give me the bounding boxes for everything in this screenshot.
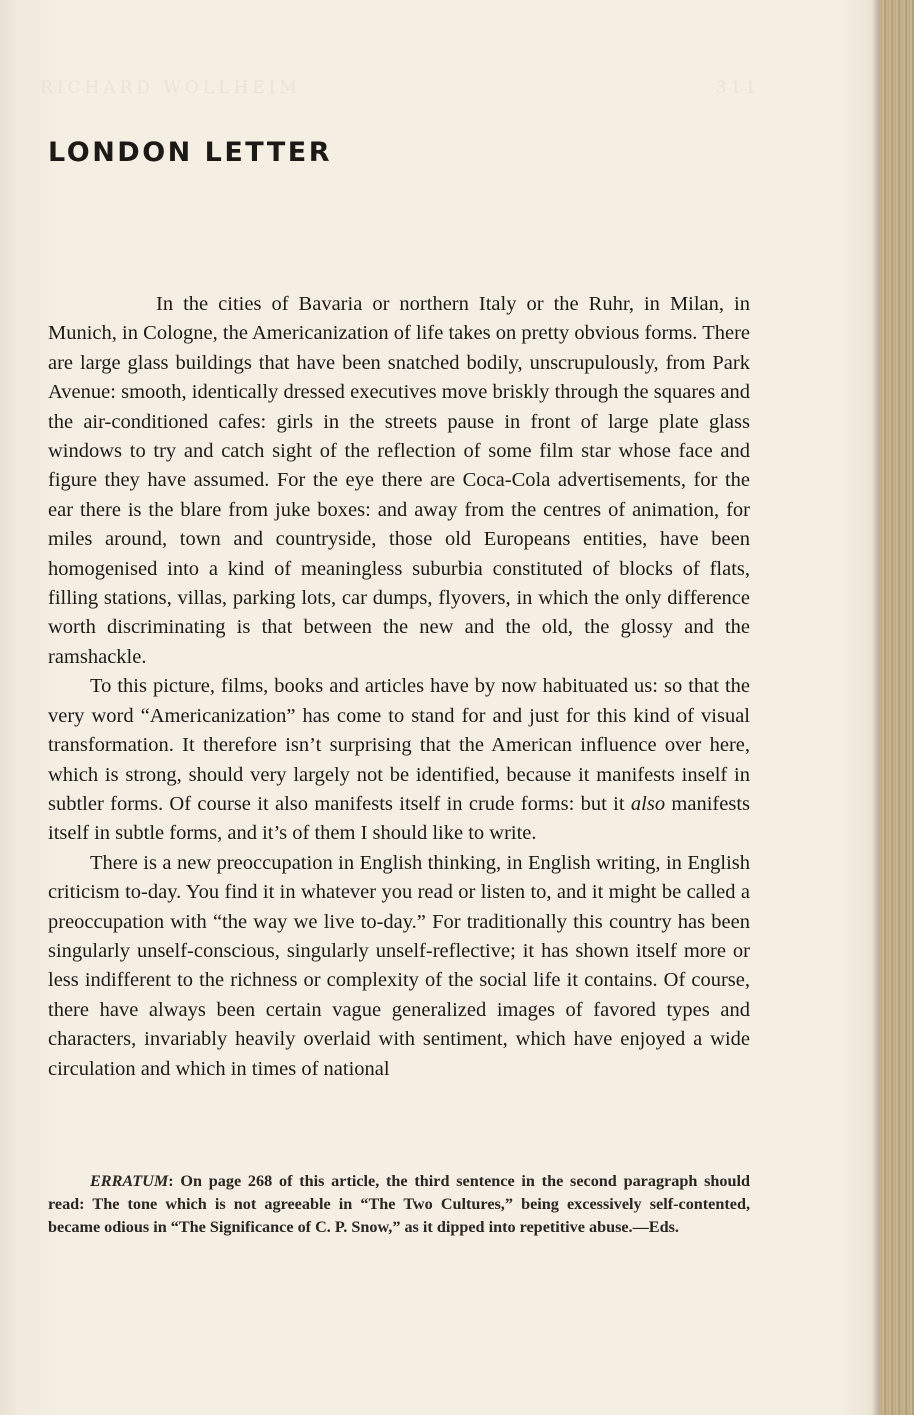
erratum-label: ERRATUM: [90, 1172, 169, 1190]
paragraph-2: [48, 672, 750, 848]
erratum-note: [48, 1170, 750, 1238]
erratum-text: : On page 268 of this article, the third sentence in the second paragraph should read: The tone which is not agreeable in “The Two Cultures,” being excessively self-contented, became odious in “The Significance of C. P. Snow,” as it dipped into repetitive abuse.—Eds.: [48, 1172, 750, 1236]
paragraph-3: There is a new preoccupation in English thinking, in English writing, in English criticism to-day. You find it in whatever you read or listen to, and it might be called a preoccupation with “the way we live to-day.” For traditionally this country has been singularly unself-conscious, singularly unself-reflective; it has shown itself more or less indifferent to the richness or complexity of the social life it contains. Of course, there have always been certain vague generalized images of favored types and characters, invariably heavily overlaid with sentiment, which have enjoyed a wide circulation and which in times of national: [48, 851, 750, 1080]
article-body: [48, 290, 750, 1084]
page-gutter-shadow: [872, 0, 880, 1415]
book-spine-edge: [880, 0, 914, 1415]
page-number: 311: [715, 78, 760, 98]
paragraph-2-emphasis: also: [630, 792, 666, 815]
show-through-running-head: [40, 78, 760, 98]
paragraph-2-tail: manifests itself in subtle forms, and it’s of them I should like to write.: [48, 792, 750, 845]
running-head: RICHARD WOLLHEIM: [40, 78, 301, 98]
article-title: LONDON LETTER: [48, 137, 332, 168]
paragraph-2-text: To this picture, films, books and articles have by now habituated us: so that the very word “Americanization” has come to stand for and just for this kind of visual transformation. It therefore isn’t surprising that the American influence over here, which is strong, should very largely not be identified, because it manifests inself in subtler forms. Of course it also manifests itself in crude forms: but it: [48, 675, 750, 815]
paragraph-1: In the cities of Bavaria or northern Italy or the Ruhr, in Milan, in Munich, in Cologne, the Americanization of life takes on pretty obvious forms. There are large glass buildings that have been snatched bodily, unscrupulously, from Park Avenue: smooth, identically dressed executives move briskly through the squares and the air-conditioned cafes: girls in the streets pause in front of large plate glass windows to try and catch sight of the reflection of some film star whose face and figure they have assumed. For the eye there are Coca-Cola advertisements, for the ear there is the blare from juke boxes: and away from the centres of animation, for miles around, town and countryside, those old Europeans entities, have been homogenised into a kind of meaningless suburbia constituted of blocks of flats, filling stations, villas, parking lots, car dumps, flyovers, in which the only difference worth discriminating is that between the new and the old, the glossy and the ramshackle.: [48, 293, 750, 668]
